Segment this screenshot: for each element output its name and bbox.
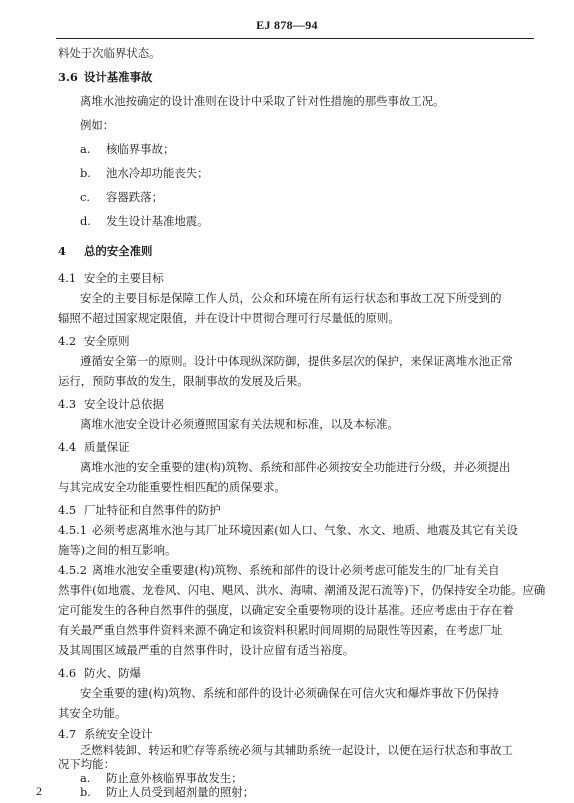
list-item-a bbox=[80, 142, 174, 156]
section-title: 质量保证 bbox=[84, 440, 130, 454]
list-marker: a. bbox=[80, 771, 91, 785]
section-number: 4.5 bbox=[58, 503, 77, 517]
list-marker: c. bbox=[80, 190, 91, 204]
list-item-text: 池水冷却功能丧失； bbox=[106, 166, 209, 180]
section-number: 4.4 bbox=[58, 440, 77, 454]
list-marker: d. bbox=[80, 214, 91, 228]
paragraph-line: 及其周围区域最严重的自然事件时，设计应留有适当裕度。 bbox=[58, 643, 355, 657]
list-item-text: 防止意外核临界事故发生； bbox=[106, 771, 243, 785]
paragraph-line: 离堆水池按确定的设计准则在设计中采取了针对性措施的那些事故工况。 bbox=[80, 94, 445, 108]
clause-text: 必须考虑离堆水池与其厂址环境因素(如人口、气象、水文、地质、地震及其它有关设 bbox=[92, 523, 518, 537]
section-heading-4-4 bbox=[58, 440, 130, 454]
section-title: 总的安全准则 bbox=[84, 244, 153, 258]
section-title: 安全设计总依据 bbox=[84, 397, 164, 411]
clause-4-5-2 bbox=[58, 563, 500, 577]
paragraph-line: 与其完成安全功能重要性相匹配的质保要求。 bbox=[58, 480, 286, 494]
section-number: 4.2 bbox=[58, 334, 77, 348]
page-header-standard-code: EJ 878—94 bbox=[256, 18, 318, 32]
header-divider bbox=[56, 38, 534, 39]
page-number: 2 bbox=[36, 784, 42, 798]
section-heading-4-6 bbox=[58, 666, 141, 680]
list-item-text: 核临界事故； bbox=[106, 142, 175, 156]
section-heading-4-7 bbox=[58, 727, 152, 741]
section-heading-4 bbox=[58, 244, 152, 258]
clause-number: 4.5.2 bbox=[58, 563, 87, 577]
section-heading-4-2 bbox=[58, 334, 130, 348]
section-title: 系统安全设计 bbox=[84, 727, 153, 741]
list-item-b bbox=[80, 166, 209, 180]
list-item-d bbox=[80, 214, 209, 228]
paragraph-line: 施等)之间的相互影响。 bbox=[58, 543, 177, 557]
list-item-text: 容器跌落； bbox=[106, 190, 163, 204]
paragraph-line: 遵循安全第一的原则。设计中体现纵深防御，提供多层次的保护，来保证离堆水池正常 bbox=[80, 354, 513, 368]
list-item-a bbox=[80, 771, 243, 785]
paragraph-line: 离堆水池安全设计必须遵照国家有关法规和标准，以及本标准。 bbox=[80, 417, 399, 431]
section-number: 4.7 bbox=[58, 727, 77, 741]
section-number: 3.6 bbox=[58, 70, 78, 84]
list-item-c bbox=[80, 190, 163, 204]
section-number: 4.3 bbox=[58, 397, 77, 411]
paragraph-line: 然事件(如地震、龙卷风、闪电、飓风、洪水、海啸、潮涌及泥石流等)下，仍保持安全功能。应确 bbox=[58, 583, 546, 597]
list-marker: b. bbox=[80, 166, 91, 180]
clause-text: 离堆水池安全重要建(构)筑物、系统和部件的设计必须考虑可能发生的厂址有关自 bbox=[92, 563, 500, 577]
paragraph-line: 况下均能： bbox=[58, 757, 115, 771]
continued-text-line: 料处于次临界状态。 bbox=[58, 46, 161, 60]
section-number: 4.1 bbox=[58, 271, 77, 285]
paragraph-line: 离堆水池的安全重要的建(构)筑物、系统和部件必须按安全功能进行分级，并必须提出 bbox=[80, 460, 511, 474]
section-title: 安全原则 bbox=[84, 334, 130, 348]
section-title: 设计基准事故 bbox=[84, 70, 153, 84]
list-item-text: 防止人员受到超剂量的照射； bbox=[106, 785, 255, 799]
list-marker: a. bbox=[80, 142, 91, 156]
clause-4-5-1 bbox=[58, 523, 518, 537]
paragraph-line: 安全的主要目标是保障工作人员，公众和环境在所有运行状态和事故工况下所受到的 bbox=[80, 291, 502, 305]
section-title: 安全的主要目标 bbox=[84, 271, 164, 285]
list-marker: b. bbox=[80, 785, 91, 799]
paragraph-line: 乏燃料装卸、转运和贮存等系统必须与其辅助系统一起设计，以便在运行状态和事故工 bbox=[80, 743, 513, 757]
clause-number: 4.5.1 bbox=[58, 523, 87, 537]
list-item-b bbox=[80, 785, 254, 799]
section-title: 防火、防爆 bbox=[84, 666, 141, 680]
paragraph-line: 定可能发生的各种自然事件的强度，以确定安全重要物项的设计基准。还应考虑由于存在着 bbox=[58, 603, 514, 617]
paragraph-line: 辐照不超过国家规定限值，并在设计中贯彻合理可行尽量低的原则。 bbox=[58, 311, 400, 325]
paragraph-line: 其安全功能。 bbox=[58, 706, 127, 720]
paragraph-line: 例如： bbox=[80, 118, 115, 132]
section-heading-4-1 bbox=[58, 271, 164, 285]
section-heading-4-5 bbox=[58, 503, 221, 517]
list-item-text: 发生设计基准地震。 bbox=[106, 214, 209, 228]
paragraph-line: 安全重要的建(构)筑物、系统和部件的设计必须确保在可信火灾和爆炸事故下仍保持 bbox=[80, 686, 499, 700]
section-heading-3-6 bbox=[58, 70, 152, 84]
paragraph-line: 运行，预防事故的发生，限制事故的发展及后果。 bbox=[58, 374, 309, 388]
section-number: 4 bbox=[58, 244, 66, 258]
section-number: 4.6 bbox=[58, 666, 77, 680]
section-heading-4-3 bbox=[58, 397, 164, 411]
paragraph-line: 有关最严重自然事件资料来源不确定和该资料积累时间周期的局限性等因素，在考虑厂址 bbox=[58, 623, 503, 637]
section-title: 厂址特征和自然事件的防护 bbox=[84, 503, 221, 517]
